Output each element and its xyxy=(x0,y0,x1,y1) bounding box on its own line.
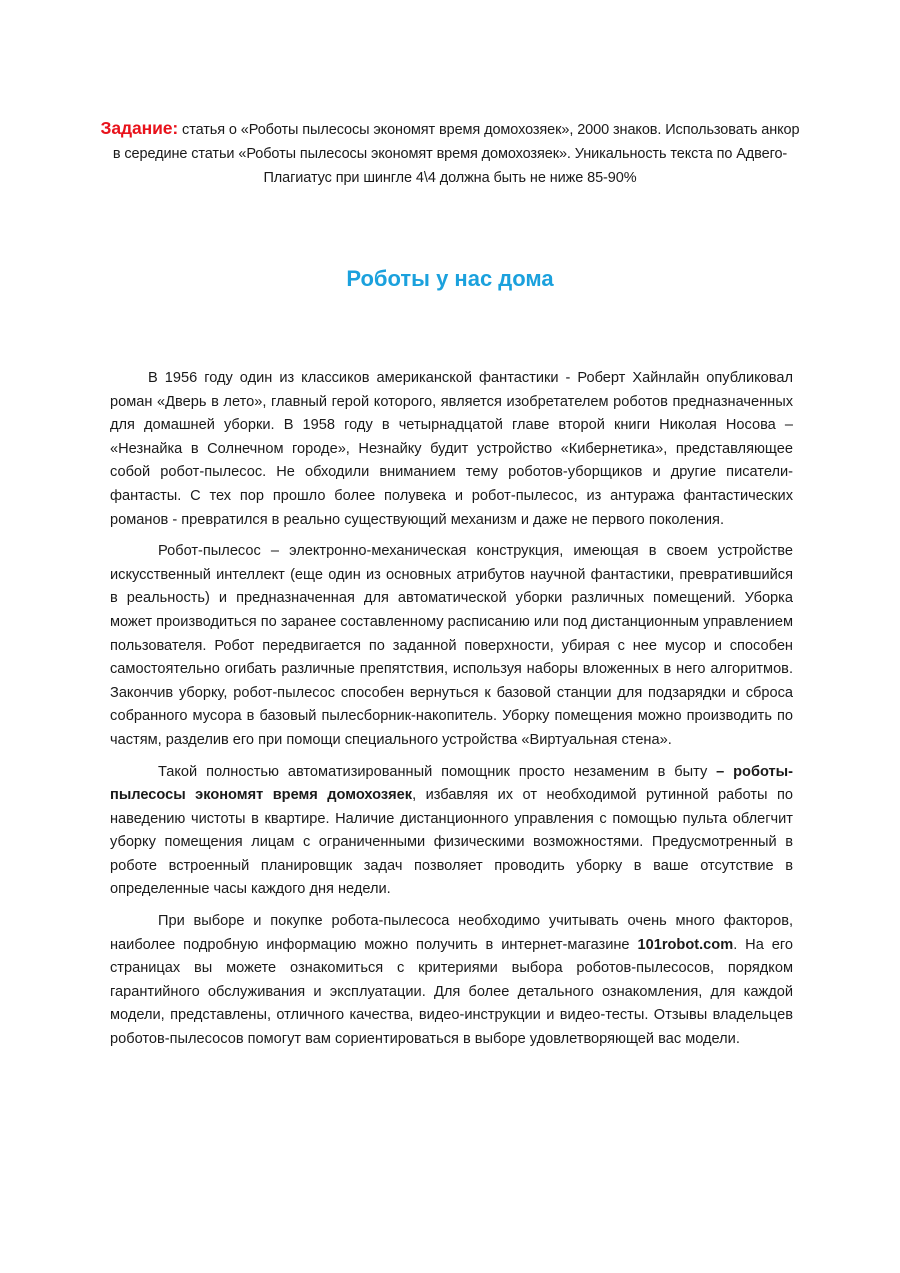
article-title: Роботы у нас дома xyxy=(346,266,554,291)
shop-name: 101robot.com xyxy=(637,936,734,953)
paragraph-3-text-start: Такой полностью автоматизированный помощник просто незаменим в быту xyxy=(158,763,717,780)
paragraph-4-text-end: . На его страницах вы можете ознакомиться с критериями выбора роботов-пылесосов, порядком гарантийного обслуживания и эксплуатации. Для более детального ознакомления, для каждой модели, представлены, отличного качества, видео-инструкции и видео-тесты. Отзывы владельцев роботов-пылесосов помогут вам сориентироваться в выборе удовлетворяющей вас модели. xyxy=(110,936,793,1048)
task-description xyxy=(100,116,800,190)
anchor-phrase: – роботы-пылесосы экономят время домохозяек xyxy=(110,763,793,804)
task-text: статья о «Роботы пылесосы экономят время домохозяек», 2000 знаков. Использовать анкор в середине статьи «Роботы пылесосы экономят время домохозяек». Уникальность текста по Адвего-Плагиатус при шингле 4\4 должна быть не ниже 85-90% xyxy=(112,122,800,186)
task-label: Задание: xyxy=(100,118,179,138)
paragraph-4-text-start: При выборе и покупке робота-пылесоса необходимо учитывать очень много факторов, наиболее подробную информацию можно получить в интернет-магазине xyxy=(110,913,793,953)
paragraph-2: Робот-пылесос – электронно-механическая конструкция, имеющая в своем устройстве искусственный интеллект (еще один из основных атрибутов научной фантастики, превратившийся в реальность) и предназначенная для автоматической уборки различных помещений. Уборка может производиться по заранее составленному расписанию или под дистанционным управлением пользователя. Робот передвигается по заданной поверхности, убирая с нее мусор и способен самостоятельно огибать различные препятствия, используя наборы вложенных в него алгоритмов. Закончив уборку, робот-пылесос способен вернуться к базовой станции для подзарядки и сброса собранного мусора в базовый пылесборник-накопитель. Уборку помещения можно производить по частям, разделив его при помощи специального устройства «Виртуальная стена». xyxy=(110,543,793,748)
article-body xyxy=(110,367,793,1060)
paragraph-3 xyxy=(110,761,793,903)
paragraph-3-text-end: , избавляя их от необходимой рутинной работы по наведению чистоты в квартире. Наличие дистанционного управления с помощью пульта облегчит уборку помещения лицам с ограниченными физическими возможностями. Предусмотренный в роботе встроенный планировщик задач позволяет проводить уборку в ваше отсутствие в определенные часы каждого дня недели. xyxy=(110,787,793,898)
paragraph-4 xyxy=(110,910,793,1052)
paragraph-1: В 1956 году один из классиков американской фантастики - Роберт Хайнлайн опубликовал роман «Дверь в лето», главный герой которого, является изобретателем роботов предназначенных для домашней уборки. В 1958 году в четырнадцатой главе второй книги Николая Носова – «Незнайка в Солнечном городе», Незнайку будит устройство «Кибернетика», представляющее собой робот-пылесос. Не обходили вниманием тему роботов-уборщиков и другие писатели-фантасты. С тех пор прошло более полувека и робот-пылесос, из антуража фантастических романов - превратился в реально существующий механизм и даже не первого поколения. xyxy=(110,370,793,528)
